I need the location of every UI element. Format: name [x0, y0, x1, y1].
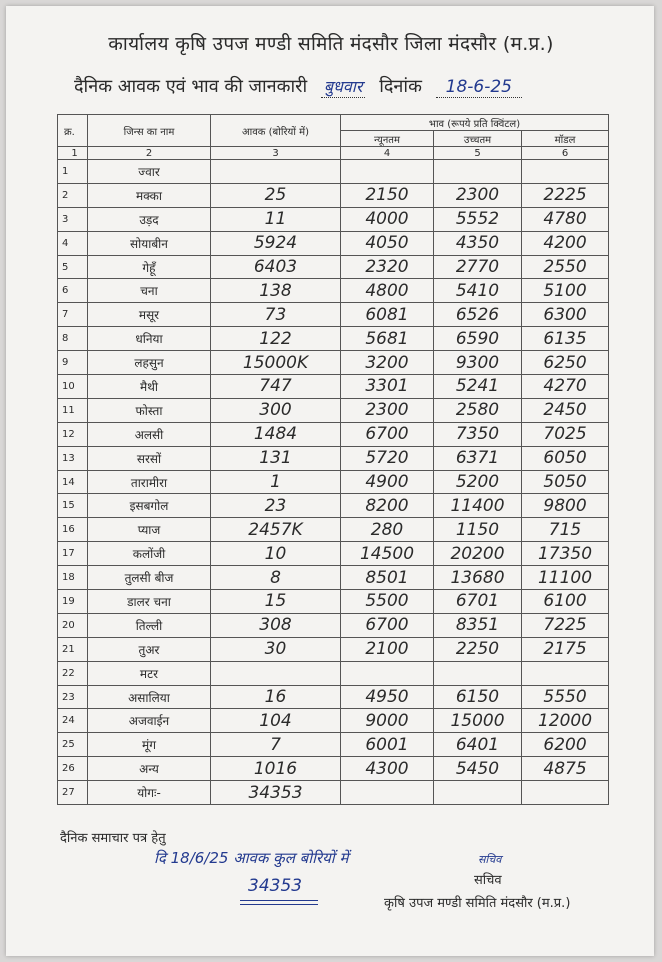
- table-row: [58, 398, 609, 422]
- handwritten-total: 34353: [248, 876, 303, 896]
- table-row: [58, 661, 609, 685]
- modal-price: 6100: [522, 590, 609, 614]
- row-sno: 21: [58, 637, 88, 661]
- arrival-value: 30: [211, 637, 341, 661]
- arrival-value: 5924: [211, 231, 341, 255]
- max-price: 5450: [434, 757, 522, 781]
- row-sno: 23: [58, 685, 88, 709]
- column-number-row: [58, 147, 609, 160]
- max-price: 2580: [434, 398, 522, 422]
- max-price: 5410: [434, 279, 522, 303]
- min-price: 4300: [341, 757, 434, 781]
- table-row: [58, 303, 609, 327]
- report-subtitle: [74, 74, 522, 98]
- max-price: 5241: [434, 375, 522, 399]
- row-sno: 1: [58, 160, 88, 184]
- commodity-name: धनिया: [88, 327, 211, 351]
- modal-price: 6135: [522, 327, 609, 351]
- row-sno: 22: [58, 661, 88, 685]
- min-price: 2320: [341, 255, 434, 279]
- max-price: 20200: [434, 542, 522, 566]
- commodity-name: उड़द: [88, 207, 211, 231]
- row-sno: 27: [58, 781, 88, 805]
- table-row: [58, 255, 609, 279]
- table-row: [58, 709, 609, 733]
- commodity-name: मूंग: [88, 733, 211, 757]
- modal-price: [522, 160, 609, 184]
- table-row: [58, 542, 609, 566]
- modal-price: 2225: [522, 183, 609, 207]
- arrival-value: 2457K: [211, 518, 341, 542]
- handwritten-arrival-note: दि 18/6/25 आवक कुल बोरियों में: [154, 849, 349, 867]
- row-sno: 5: [58, 255, 88, 279]
- row-sno: 12: [58, 422, 88, 446]
- commodity-name: तिल्ली: [88, 613, 211, 637]
- modal-price: 4200: [522, 231, 609, 255]
- modal-price: 9800: [522, 494, 609, 518]
- col-modal-header: मॉडल: [522, 131, 609, 147]
- row-sno: 6: [58, 279, 88, 303]
- column-number: 4: [341, 147, 434, 160]
- column-number: 6: [522, 147, 609, 160]
- min-price: 5681: [341, 327, 434, 351]
- max-price: 9300: [434, 351, 522, 375]
- arrival-value: 16: [211, 685, 341, 709]
- row-sno: 9: [58, 351, 88, 375]
- modal-price: 2175: [522, 637, 609, 661]
- max-price: 4350: [434, 231, 522, 255]
- min-price: [341, 160, 434, 184]
- modal-price: 6200: [522, 733, 609, 757]
- table-row: [58, 207, 609, 231]
- modal-price: 4780: [522, 207, 609, 231]
- arrival-value: 1016: [211, 757, 341, 781]
- commodity-name: असालिया: [88, 685, 211, 709]
- modal-price: 4270: [522, 375, 609, 399]
- min-price: 3200: [341, 351, 434, 375]
- min-price: 4000: [341, 207, 434, 231]
- commodity-name: चना: [88, 279, 211, 303]
- designation-label: सचिव: [474, 873, 502, 888]
- date-label: दिनांक: [379, 76, 422, 97]
- max-price: 6150: [434, 685, 522, 709]
- table-row: [58, 590, 609, 614]
- office-title: कार्यालय कृषि उपज मण्डी समिति मंदसौर जिला मंदसौर (म.प्र.): [108, 33, 554, 55]
- arrival-value: 104: [211, 709, 341, 733]
- newspaper-note-label: दैनिक समाचार पत्र हेतु: [60, 831, 166, 846]
- table-row: [58, 494, 609, 518]
- report-date: 18-6-25: [436, 77, 522, 98]
- max-price: 2300: [434, 183, 522, 207]
- min-price: 8501: [341, 566, 434, 590]
- commodity-name: ज्वार: [88, 160, 211, 184]
- max-price: 2770: [434, 255, 522, 279]
- min-price: 6001: [341, 733, 434, 757]
- arrival-value: 73: [211, 303, 341, 327]
- min-price: 6700: [341, 422, 434, 446]
- arrival-value: 7: [211, 733, 341, 757]
- max-price: 11400: [434, 494, 522, 518]
- max-price: 7350: [434, 422, 522, 446]
- max-price: 8351: [434, 613, 522, 637]
- report-day: बुधवार: [321, 75, 366, 98]
- min-price: [341, 781, 434, 805]
- max-price: 6526: [434, 303, 522, 327]
- modal-price: [522, 781, 609, 805]
- arrival-value: 6403: [211, 255, 341, 279]
- commodity-name: इसबगोल: [88, 494, 211, 518]
- min-price: 5500: [341, 590, 434, 614]
- modal-price: 2550: [522, 255, 609, 279]
- col-name-header: जिन्स का नाम: [88, 115, 211, 147]
- modal-price: 17350: [522, 542, 609, 566]
- max-price: 2250: [434, 637, 522, 661]
- total-underline: [240, 900, 318, 902]
- col-max-header: उच्चतम: [434, 131, 522, 147]
- row-sno: 10: [58, 375, 88, 399]
- min-price: 4950: [341, 685, 434, 709]
- organization-label: कृषि उपज मण्डी समिति मंदसौर (म.प्र.): [384, 896, 571, 911]
- max-price: 5200: [434, 470, 522, 494]
- max-price: 15000: [434, 709, 522, 733]
- table-row: [58, 733, 609, 757]
- modal-price: 2450: [522, 398, 609, 422]
- min-price: 5720: [341, 446, 434, 470]
- commodity-name: अजवाईन: [88, 709, 211, 733]
- table-row: [58, 446, 609, 470]
- min-price: 6700: [341, 613, 434, 637]
- table-row: [58, 160, 609, 184]
- commodity-name: फोस्ता: [88, 398, 211, 422]
- modal-price: 5550: [522, 685, 609, 709]
- max-price: [434, 661, 522, 685]
- price-table: [57, 114, 609, 805]
- max-price: 5552: [434, 207, 522, 231]
- arrival-value: 1484: [211, 422, 341, 446]
- min-price: [341, 661, 434, 685]
- commodity-name: सरसों: [88, 446, 211, 470]
- commodity-name: मक्का: [88, 183, 211, 207]
- arrival-value: 138: [211, 279, 341, 303]
- commodity-name: मैथी: [88, 375, 211, 399]
- commodity-name: डालर चना: [88, 590, 211, 614]
- subtitle-prefix: दैनिक आवक एवं भाव की जानकारी: [74, 76, 308, 97]
- modal-price: 7025: [522, 422, 609, 446]
- max-price: 6371: [434, 446, 522, 470]
- arrival-value: 15000K: [211, 351, 341, 375]
- row-sno: 20: [58, 613, 88, 637]
- table-row: [58, 613, 609, 637]
- row-sno: 2: [58, 183, 88, 207]
- row-sno: 19: [58, 590, 88, 614]
- commodity-name: अलसी: [88, 422, 211, 446]
- commodity-name: तुअर: [88, 637, 211, 661]
- row-sno: 24: [58, 709, 88, 733]
- column-number: 3: [211, 147, 341, 160]
- commodity-name: तुलसी बीज: [88, 566, 211, 590]
- commodity-name: मसूर: [88, 303, 211, 327]
- row-sno: 26: [58, 757, 88, 781]
- row-sno: 17: [58, 542, 88, 566]
- commodity-name: तारामीरा: [88, 470, 211, 494]
- arrival-value: 23: [211, 494, 341, 518]
- arrival-value: 34353: [211, 781, 341, 805]
- max-price: [434, 781, 522, 805]
- max-price: 6701: [434, 590, 522, 614]
- table-row: [58, 566, 609, 590]
- column-number: 5: [434, 147, 522, 160]
- arrival-value: 747: [211, 375, 341, 399]
- column-number: 2: [88, 147, 211, 160]
- min-price: 8200: [341, 494, 434, 518]
- row-sno: 16: [58, 518, 88, 542]
- row-sno: 18: [58, 566, 88, 590]
- total-underline: [240, 904, 318, 906]
- row-sno: 8: [58, 327, 88, 351]
- modal-price: 7225: [522, 613, 609, 637]
- min-price: 280: [341, 518, 434, 542]
- row-sno: 15: [58, 494, 88, 518]
- modal-price: 715: [522, 518, 609, 542]
- arrival-value: 11: [211, 207, 341, 231]
- max-price: 6401: [434, 733, 522, 757]
- table-row: [58, 757, 609, 781]
- commodity-name: कलोंजी: [88, 542, 211, 566]
- table-row: [58, 470, 609, 494]
- modal-price: 4875: [522, 757, 609, 781]
- table-row: [58, 518, 609, 542]
- modal-price: 6300: [522, 303, 609, 327]
- table-row: [58, 781, 609, 805]
- min-price: 4800: [341, 279, 434, 303]
- row-sno: 7: [58, 303, 88, 327]
- arrival-value: [211, 160, 341, 184]
- modal-price: [522, 661, 609, 685]
- arrival-value: 1: [211, 470, 341, 494]
- min-price: 9000: [341, 709, 434, 733]
- commodity-name: गेहूँ: [88, 255, 211, 279]
- arrival-value: 10: [211, 542, 341, 566]
- modal-price: 11100: [522, 566, 609, 590]
- table-row: [58, 685, 609, 709]
- row-sno: 11: [58, 398, 88, 422]
- row-sno: 3: [58, 207, 88, 231]
- arrival-value: [211, 661, 341, 685]
- arrival-value: 131: [211, 446, 341, 470]
- table-row: [58, 637, 609, 661]
- arrival-value: 15: [211, 590, 341, 614]
- commodity-name: प्याज: [88, 518, 211, 542]
- arrival-value: 308: [211, 613, 341, 637]
- modal-price: 6250: [522, 351, 609, 375]
- max-price: [434, 160, 522, 184]
- min-price: 4900: [341, 470, 434, 494]
- commodity-name: मटर: [88, 661, 211, 685]
- modal-price: 5100: [522, 279, 609, 303]
- min-price: 2100: [341, 637, 434, 661]
- min-price: 2150: [341, 183, 434, 207]
- arrival-value: 25: [211, 183, 341, 207]
- row-sno: 13: [58, 446, 88, 470]
- min-price: 2300: [341, 398, 434, 422]
- min-price: 14500: [341, 542, 434, 566]
- commodity-name: लहसुन: [88, 351, 211, 375]
- arrival-value: 122: [211, 327, 341, 351]
- col-min-header: न्यूनतम: [341, 131, 434, 147]
- max-price: 13680: [434, 566, 522, 590]
- col-sno-header: क्र.: [58, 115, 88, 147]
- table-row: [58, 422, 609, 446]
- commodity-name: सोयाबीन: [88, 231, 211, 255]
- table-row: [58, 231, 609, 255]
- col-arrival-header: आवक (बोरियों में): [211, 115, 341, 147]
- row-sno: 25: [58, 733, 88, 757]
- table-row: [58, 375, 609, 399]
- max-price: 1150: [434, 518, 522, 542]
- min-price: 6081: [341, 303, 434, 327]
- row-sno: 4: [58, 231, 88, 255]
- max-price: 6590: [434, 327, 522, 351]
- modal-price: 5050: [522, 470, 609, 494]
- commodity-name: योगः-: [88, 781, 211, 805]
- commodity-name: अन्य: [88, 757, 211, 781]
- arrival-value: 8: [211, 566, 341, 590]
- arrival-value: 300: [211, 398, 341, 422]
- table-row: [58, 183, 609, 207]
- column-number: 1: [58, 147, 88, 160]
- modal-price: 12000: [522, 709, 609, 733]
- table-row: [58, 327, 609, 351]
- row-sno: 14: [58, 470, 88, 494]
- table-row: [58, 351, 609, 375]
- min-price: 4050: [341, 231, 434, 255]
- modal-price: 6050: [522, 446, 609, 470]
- signature: सचिव: [478, 853, 502, 866]
- table-row: [58, 279, 609, 303]
- min-price: 3301: [341, 375, 434, 399]
- col-price-group-header: भाव (रूपये प्रति क्विंटल): [341, 115, 609, 131]
